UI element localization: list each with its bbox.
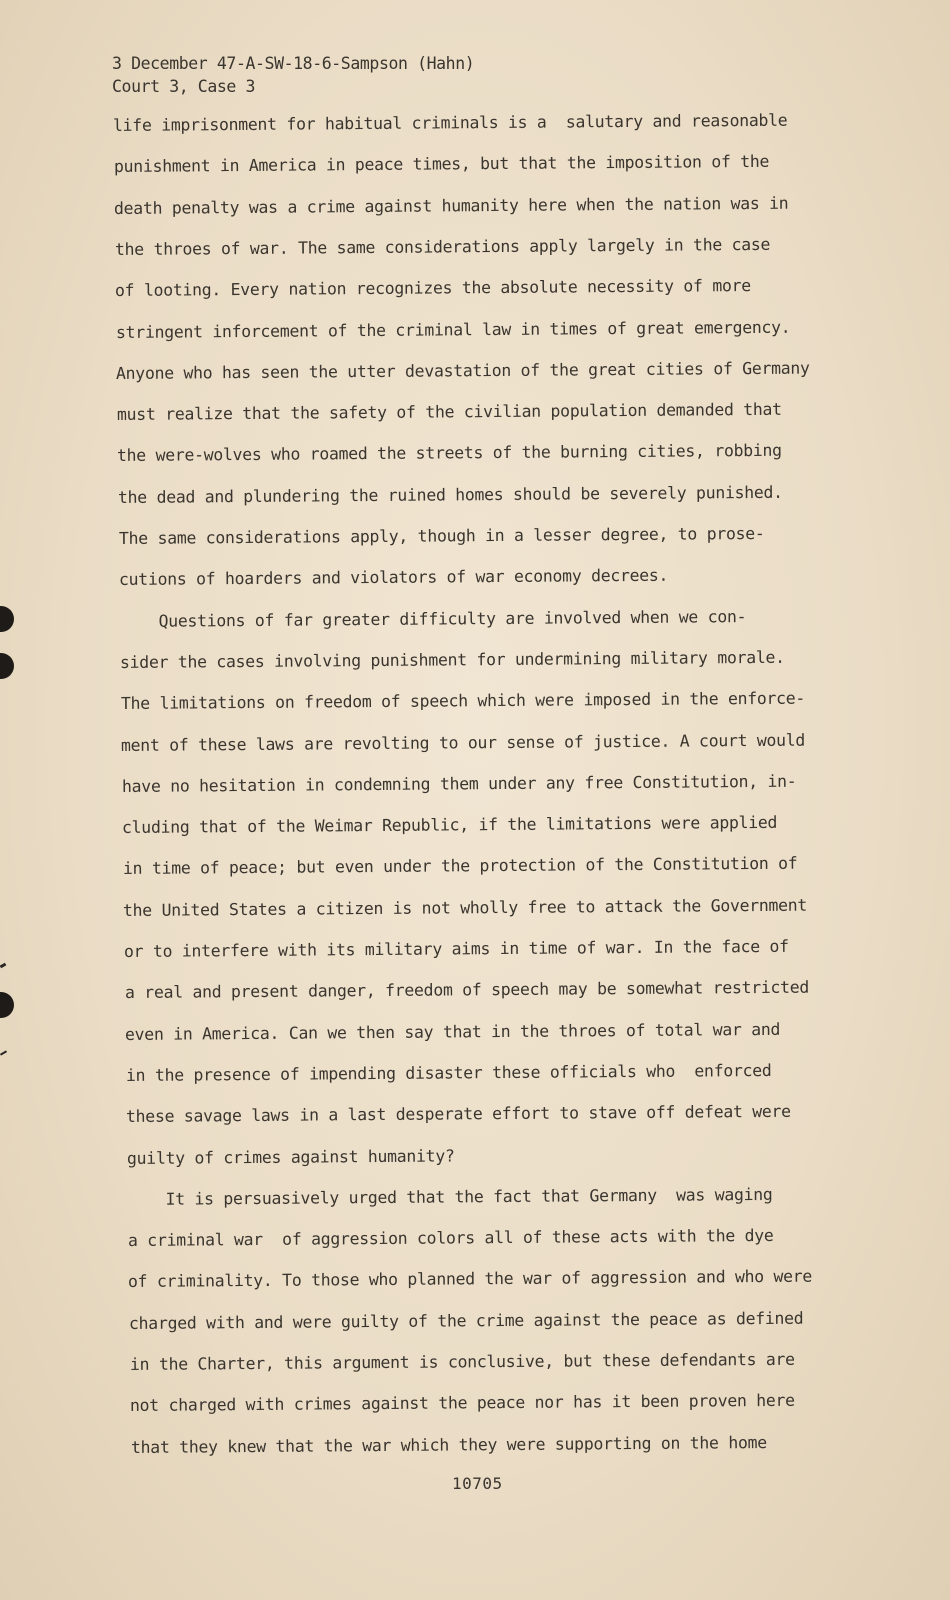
body-line: the dead and plundering the ruined homes should be severely punished.	[117, 482, 783, 507]
body-line: guilty of crimes against humanity?	[126, 1145, 455, 1168]
body-line: the United States a citizen is not wholly free to attack the Government	[122, 895, 808, 920]
body-line: the throes of war. The same considerations apply largely in the case	[114, 234, 771, 259]
page-number: 10705	[452, 1474, 503, 1493]
body-line: Questions of far greater difficulty are involved when we con-	[119, 606, 747, 631]
body-line: Anyone who has seen the utter devastation of the great cities of Germany	[115, 358, 810, 383]
body-line: charged with and were guilty of the crime against the peace as defined	[128, 1308, 804, 1333]
body-line: that they knew that the war which they were supporting on the home	[130, 1432, 767, 1457]
body-line: of looting. Every nation recognizes the absolute necessity of more	[114, 276, 751, 301]
body-line: have no hesitation in condemning them under any free Constitution, in-	[121, 771, 797, 796]
edge-mark-2	[0, 1050, 7, 1055]
body-line: in the Charter, this argument is conclusive, but these defendants are	[129, 1349, 795, 1374]
binder-hole-3	[0, 992, 14, 1018]
body-line: The same considerations apply, though in a lesser degree, to prose-	[118, 523, 765, 548]
body-line: of criminality. To those who planned the war of aggression and who were	[127, 1267, 813, 1292]
body-line: not charged with crimes against the peace nor has it been proven here	[129, 1391, 795, 1416]
body-line: the were-wolves who roamed the streets of the burning cities, robbing	[116, 441, 782, 466]
body-line: ment of these laws are revolting to our sense of justice. A court would	[120, 730, 806, 755]
body-line: a real and present danger, freedom of speech may be somewhat restricted	[124, 977, 810, 1003]
body-line: a criminal war of aggression colors all of these acts with the dye	[127, 1226, 774, 1251]
body-line: cluding that of the Weimar Republic, if the limitations were applied	[121, 812, 778, 838]
body-line: in time of peace; but even under the protection of the Constitution of	[122, 854, 798, 879]
header-line-1: 3 December 47-A-SW-18-6-Sampson (Hahn)	[112, 54, 475, 73]
binder-hole-1	[0, 606, 14, 632]
body-line: sider the cases involving punishment for undermining military morale.	[119, 647, 785, 672]
body-line: even in America. Can we then say that in the throes of total war and	[124, 1019, 781, 1044]
body-line: life imprisonment for habitual criminals is a salutary and reasonable	[112, 110, 788, 135]
body-line: or to interfere with its military aims in time of war. In the face of	[123, 936, 789, 961]
body-line: punishment in America in peace times, but that the imposition of the	[113, 152, 770, 177]
body-line: The limitations on freedom of speech which were imposed in the enforce-	[120, 688, 806, 714]
body-line: death penalty was a crime against humanity here when the nation was in	[113, 193, 789, 218]
body-line: stringent inforcement of the criminal law in times of great emergency.	[115, 317, 791, 342]
body-line: these savage laws in a last desperate effort to stave off defeat were	[125, 1101, 791, 1127]
body-line: cutions of hoarders and violators of war economy decrees.	[118, 565, 669, 590]
body-line: in the presence of impending disaster these officials who enforced	[125, 1060, 772, 1085]
edge-mark-1	[0, 963, 6, 969]
body-line: It is persuasively urged that the fact that Germany was waging	[126, 1184, 773, 1209]
binder-hole-2	[0, 653, 14, 679]
header-line-2: Court 3, Case 3	[112, 77, 256, 96]
body-line: must realize that the safety of the civilian population demanded that	[116, 399, 782, 425]
